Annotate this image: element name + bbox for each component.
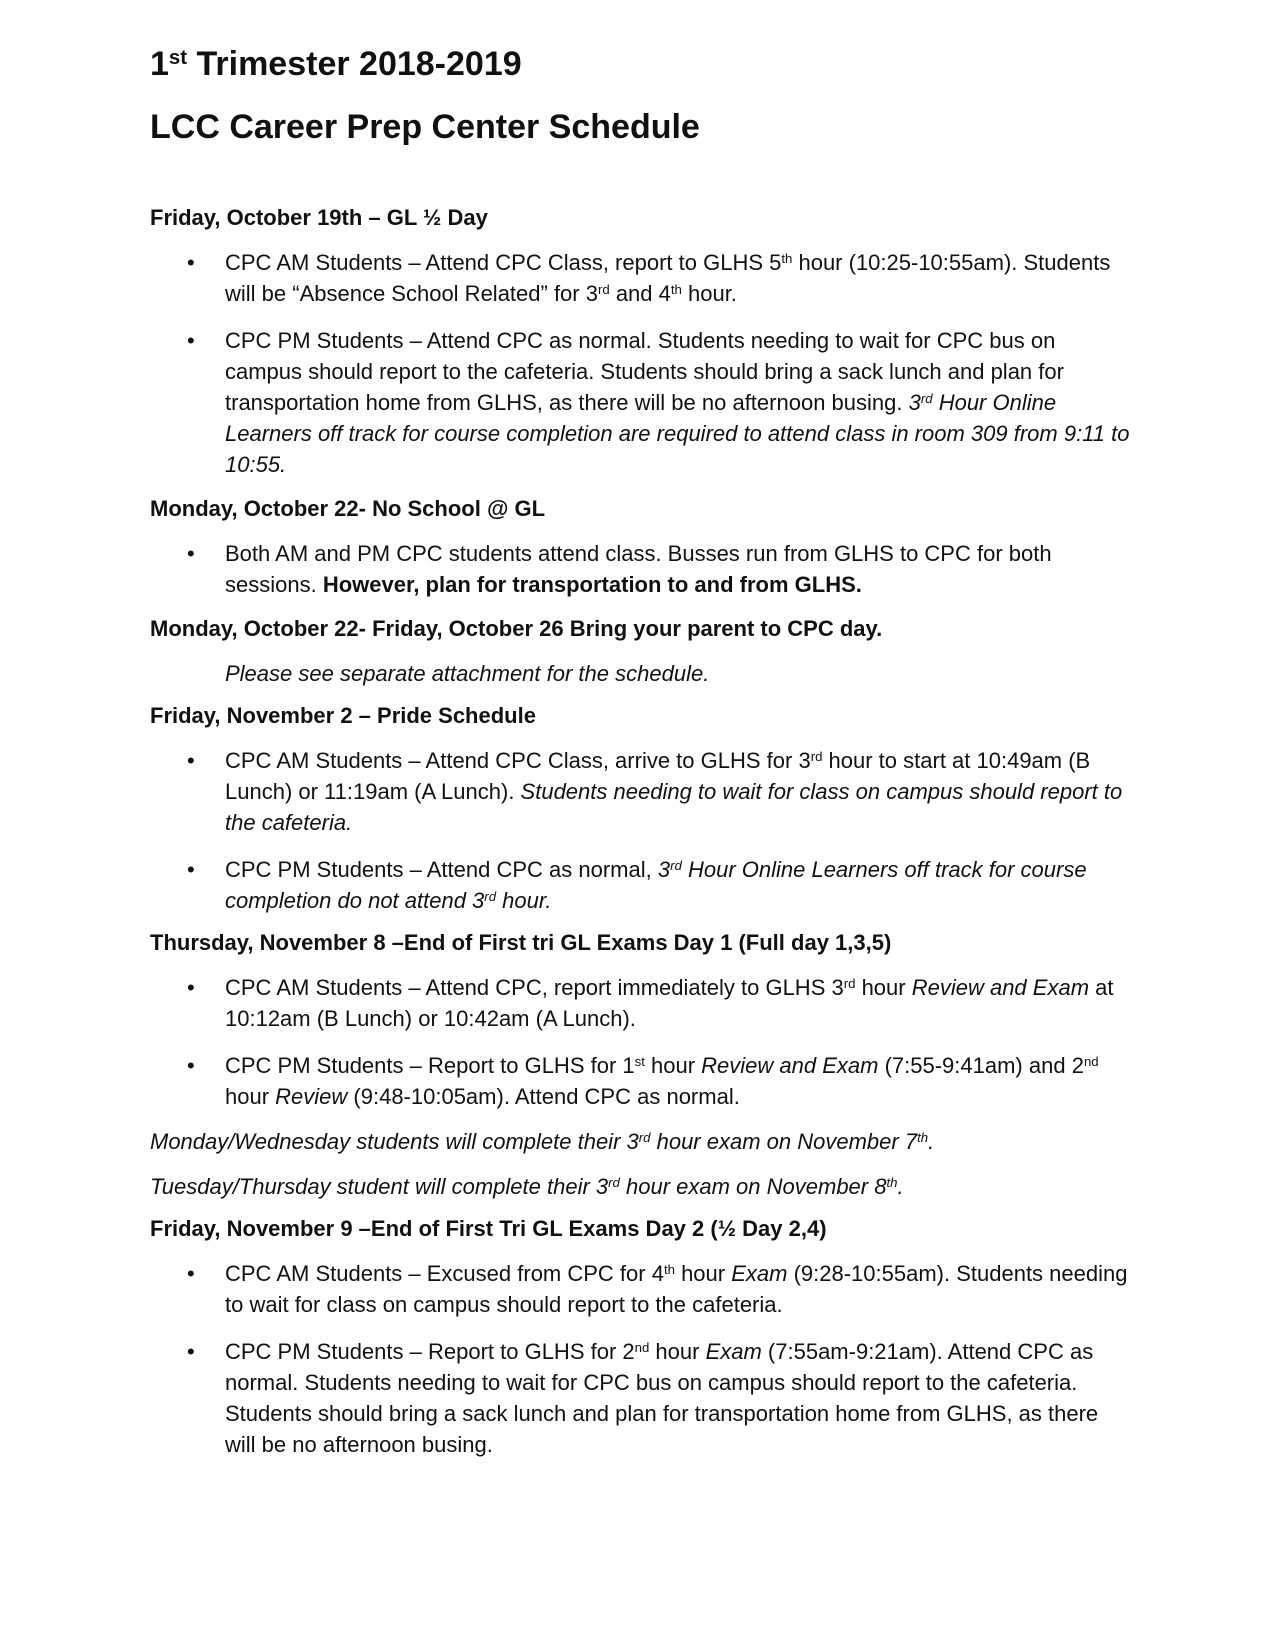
text-run: (9:48-10:05am). Attend CPC as normal. — [347, 1084, 740, 1109]
sup: nd — [634, 1339, 650, 1355]
text-run: hour — [649, 1339, 706, 1364]
bullet-icon: • — [187, 1053, 195, 1078]
text-run: Monday/Wednesday students will complete their 3 — [150, 1129, 639, 1154]
text-run: (7:55am-9:21am). Attend CPC as normal. Students needing to wait for CPC bus on campus should report to the cafeteria. Students should bring a sack lunch and plan for transportation home from GLHS, as there will be no afternoon busing. — [225, 1339, 1099, 1457]
text-run: CPC PM Students – Report to GLHS for 2 — [225, 1339, 635, 1364]
sup: rd — [608, 1174, 620, 1190]
section-heading-nov8: Thursday, November 8 –End of First tri GL Exams Day 1 (Full day 1,3,5) — [150, 930, 892, 955]
text-run: hour — [225, 1084, 276, 1109]
sup: th — [781, 250, 793, 266]
list-item — [150, 538, 1130, 600]
bullet-icon: • — [187, 250, 195, 275]
text-run: CPC AM Students – Attend CPC Class, report to GLHS 5 — [225, 250, 782, 275]
text-run: . — [897, 1174, 904, 1199]
sup: rd — [670, 857, 682, 873]
text-run: (7:55-9:41am) and 2 — [878, 1053, 1084, 1078]
italic-run: Hour Online Learners off track for course completion do not attend 3 — [225, 857, 1087, 913]
italic-run: Exam — [705, 1339, 762, 1364]
list-item — [150, 972, 1130, 1034]
text-run: CPC PM Students – Report to GLHS for 1 — [225, 1053, 635, 1078]
list-item — [150, 1336, 1130, 1460]
section-heading-nov9: Friday, November 9 –End of First Tri GL Exams Day 2 (½ Day 2,4) — [150, 1216, 827, 1241]
sup: th — [917, 1129, 929, 1145]
bullet-icon: • — [187, 1339, 195, 1364]
italic-run: Review — [275, 1084, 348, 1109]
bullet-icon: • — [187, 975, 195, 1000]
title-sup: st — [168, 46, 188, 69]
list-item — [150, 1258, 1130, 1320]
list-oct22 — [150, 538, 1130, 600]
text-run: hour exam on November 8 — [619, 1174, 887, 1199]
list-nov8 — [150, 972, 1130, 1112]
list-nov2 — [150, 745, 1130, 916]
section-heading-nov2: Friday, November 2 – Pride Schedule — [150, 703, 536, 728]
list-item — [150, 745, 1130, 838]
text-run: CPC PM Students – Attend CPC as normal, — [225, 857, 658, 882]
text-run: CPC AM Students – Attend CPC Class, arrive to GLHS for 3 — [225, 748, 811, 773]
italic-run: Exam — [731, 1261, 788, 1286]
text-run: CPC PM Students – Attend CPC as normal. Students needing to wait for CPC bus on campus should report to the cafeteria. Students should bring a sack lunch and plan for transportation home from GLHS, as there will be no afternoon busing. — [225, 328, 1064, 415]
bullet-icon: • — [187, 857, 195, 882]
list-item — [150, 1050, 1130, 1112]
bullet-icon: • — [187, 1261, 195, 1286]
text-run: hour exam on November 7 — [650, 1129, 918, 1154]
italic-run: Hour Online Learners off track for course completion are required to attend class in room 309 from 9:11 to 10:55. — [225, 390, 1130, 477]
list-item — [150, 854, 1130, 916]
text-run: CPC AM Students – Excused from CPC for 4 — [225, 1261, 664, 1286]
exam-note-tue-thu — [150, 1171, 1130, 1202]
italic-run: Students needing to wait for class on campus should report to the cafeteria. — [225, 779, 1123, 835]
text-run: Both AM and PM CPC students attend class. Busses run from GLHS to CPC for both sessions. — [225, 541, 1052, 597]
sup: nd — [1083, 1053, 1099, 1069]
sup: st — [634, 1053, 645, 1069]
title-rest: Trimester 2018-2019 — [187, 45, 522, 83]
sup: rd — [920, 390, 933, 406]
section-heading-oct22: Monday, October 22- No School @ GL — [150, 496, 546, 521]
italic-run: 3 — [657, 857, 671, 882]
text-run: at 10:12am (B Lunch) or 10:42am (A Lunch). — [225, 975, 1114, 1031]
sup: th — [886, 1174, 898, 1190]
section-heading-parent-day: Monday, October 22- Friday, October 26 Bring your parent to CPC day. — [150, 616, 883, 641]
bullet-icon: • — [187, 328, 195, 353]
text-run: hour. — [681, 281, 737, 306]
italic-run: Review and Exam — [911, 975, 1090, 1000]
list-item — [150, 247, 1130, 309]
text-run: and 4 — [609, 281, 671, 306]
text-run: hour (10:25-10:55am). Students will be “Absence School Related” for 3 — [225, 250, 1111, 306]
text-run: hour — [644, 1053, 702, 1078]
exam-note-mon-wed — [150, 1126, 1130, 1157]
text-run: . — [928, 1129, 935, 1154]
italic-run: Review and Exam — [701, 1053, 879, 1078]
text-run: hour — [674, 1261, 732, 1286]
italic-run: 3 — [908, 390, 921, 415]
text-run: hour — [855, 975, 912, 1000]
text-run: CPC AM Students – Attend CPC, report immediately to GLHS 3 — [225, 975, 844, 1000]
bold-run: However, plan for transportation to and from GLHS. — [322, 572, 862, 597]
sup: th — [670, 281, 682, 297]
text-run: hour to start at 10:49am (B Lunch) or 11:19am (A Lunch). — [225, 748, 1091, 804]
sup: rd — [484, 888, 497, 904]
bullet-icon: • — [187, 748, 195, 773]
sup: rd — [810, 748, 823, 764]
list-nov9 — [150, 1258, 1130, 1460]
sup: rd — [843, 975, 856, 991]
section-heading-oct19: Friday, October 19th – GL ½ Day — [150, 205, 488, 230]
title-trimester — [150, 44, 1130, 84]
italic-run: hour. — [496, 888, 552, 913]
sup: th — [663, 1261, 675, 1277]
title-schedule: LCC Career Prep Center Schedule — [150, 108, 700, 146]
text-run: (9:28-10:55am). Students needing to wait for class on campus should report to the cafeteria. — [225, 1261, 1128, 1317]
attachment-note: Please see separate attachment for the schedule. — [225, 661, 710, 686]
title-num: 1 — [150, 45, 169, 83]
bullet-icon: • — [187, 541, 195, 566]
sup: rd — [597, 281, 610, 297]
list-oct19 — [150, 247, 1130, 480]
list-item — [150, 325, 1130, 480]
sup: rd — [638, 1129, 651, 1145]
text-run: Tuesday/Thursday student will complete their 3 — [150, 1174, 609, 1199]
document-page — [150, 44, 1130, 1460]
